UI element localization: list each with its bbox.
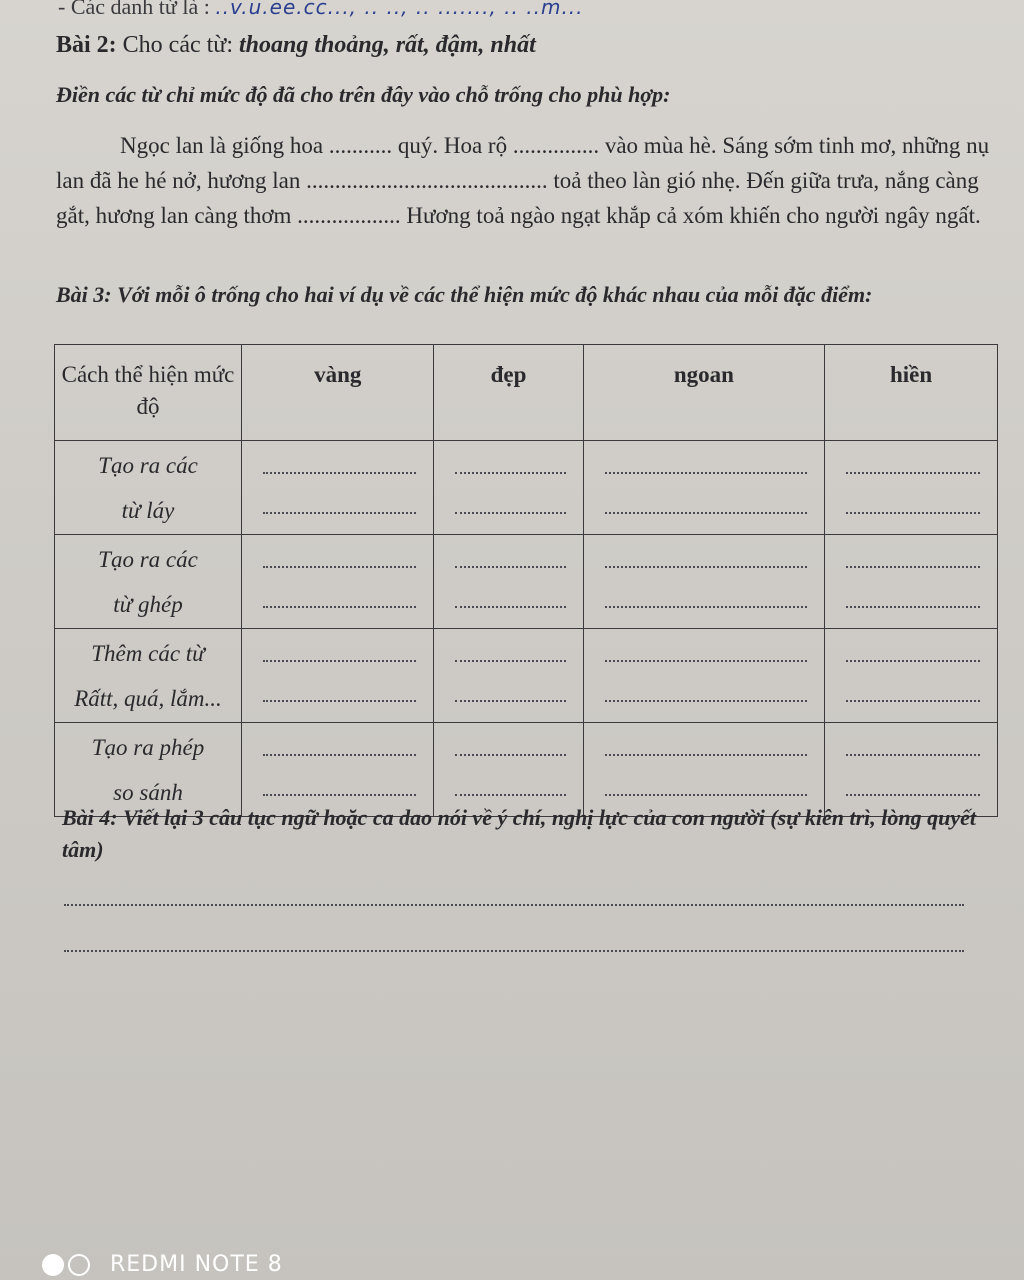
exercise-2-words: thoang thoảng, rất, đậm, nhất [238,32,536,58]
answer-line[interactable] [64,904,964,906]
answer-cell[interactable] [583,629,824,723]
answer-cell[interactable] [242,629,434,723]
table-row [55,441,998,535]
exercise-3-heading: Bài 3: Với mỗi ô trống cho hai ví dụ về các thể hiện mức độ khác nhau của mỗi đặc điểm: [56,282,873,307]
exercise-2-text: Cho các từ: [122,32,233,58]
row-label: Tạo ra các từ ghép [55,535,242,629]
row-label: Tạo ra các từ láy [55,441,242,535]
answer-cell[interactable] [583,535,824,629]
header-dep: đẹp [434,345,583,441]
table-header-row [55,345,998,441]
header-hien: hiền [825,345,998,441]
handwritten-answer: ..v.u.ee.cc..., .. .., .. ......., .. ..m... [215,0,584,19]
previous-exercise-prefix: - Các danh từ là : [58,0,210,19]
answer-cell[interactable] [825,629,998,723]
exercise-2-heading [56,32,536,59]
table-row [55,629,998,723]
header-vang: vàng [242,345,434,441]
watermark-text: REDMI NOTE 8 [110,1252,283,1277]
table-row [55,535,998,629]
answer-cell[interactable] [434,441,583,535]
row-label: Tạo ra phép so sánh [55,723,242,817]
answer-cell[interactable] [825,535,998,629]
answer-cell[interactable] [242,441,434,535]
header-method: Cách thể hiện mức độ [55,345,242,441]
previous-exercise-line [58,0,584,20]
answer-line[interactable] [64,950,964,952]
header-ngoan: ngoan [583,345,824,441]
camera-watermark [42,1252,283,1277]
degree-table [54,344,998,817]
answer-cell[interactable] [583,441,824,535]
row-label: Thêm các từ Rấtt, quá, lắm... [55,629,242,723]
answer-cell[interactable] [825,441,998,535]
answer-cell[interactable] [434,629,583,723]
exercise-2-paragraph [56,128,1001,233]
exercise-2-label: Bài 2: [56,32,117,58]
watermark-ring-icon [68,1254,90,1276]
answer-cell[interactable] [242,535,434,629]
watermark-dot-icon [42,1254,64,1276]
answer-cell[interactable] [434,535,583,629]
exercise-2-instruction: Điền các từ chỉ mức độ đã cho trên đây vào chỗ trống cho phù hợp: [56,82,671,107]
paragraph-text: Ngọc lan là giống hoa ........... quý. Hoa rộ ............... vào mùa hè. Sáng sớm tinh mơ, những nụ lan đã he hé nở, hương lan .......................................... toả theo làn gió nhẹ. Đến giữa trưa, nắng càng gắt, hương lan càng thơm .................. Hương toả ngào ngạt khắp cả xóm khiến cho người ngây ngất. [56,133,990,228]
exercise-4-heading: Bài 4: Viết lại 3 câu tục ngữ hoặc ca dao nói về ý chí, nghị lực của con người (sự kiên trì, lòng quyết tâm) [62,805,976,862]
